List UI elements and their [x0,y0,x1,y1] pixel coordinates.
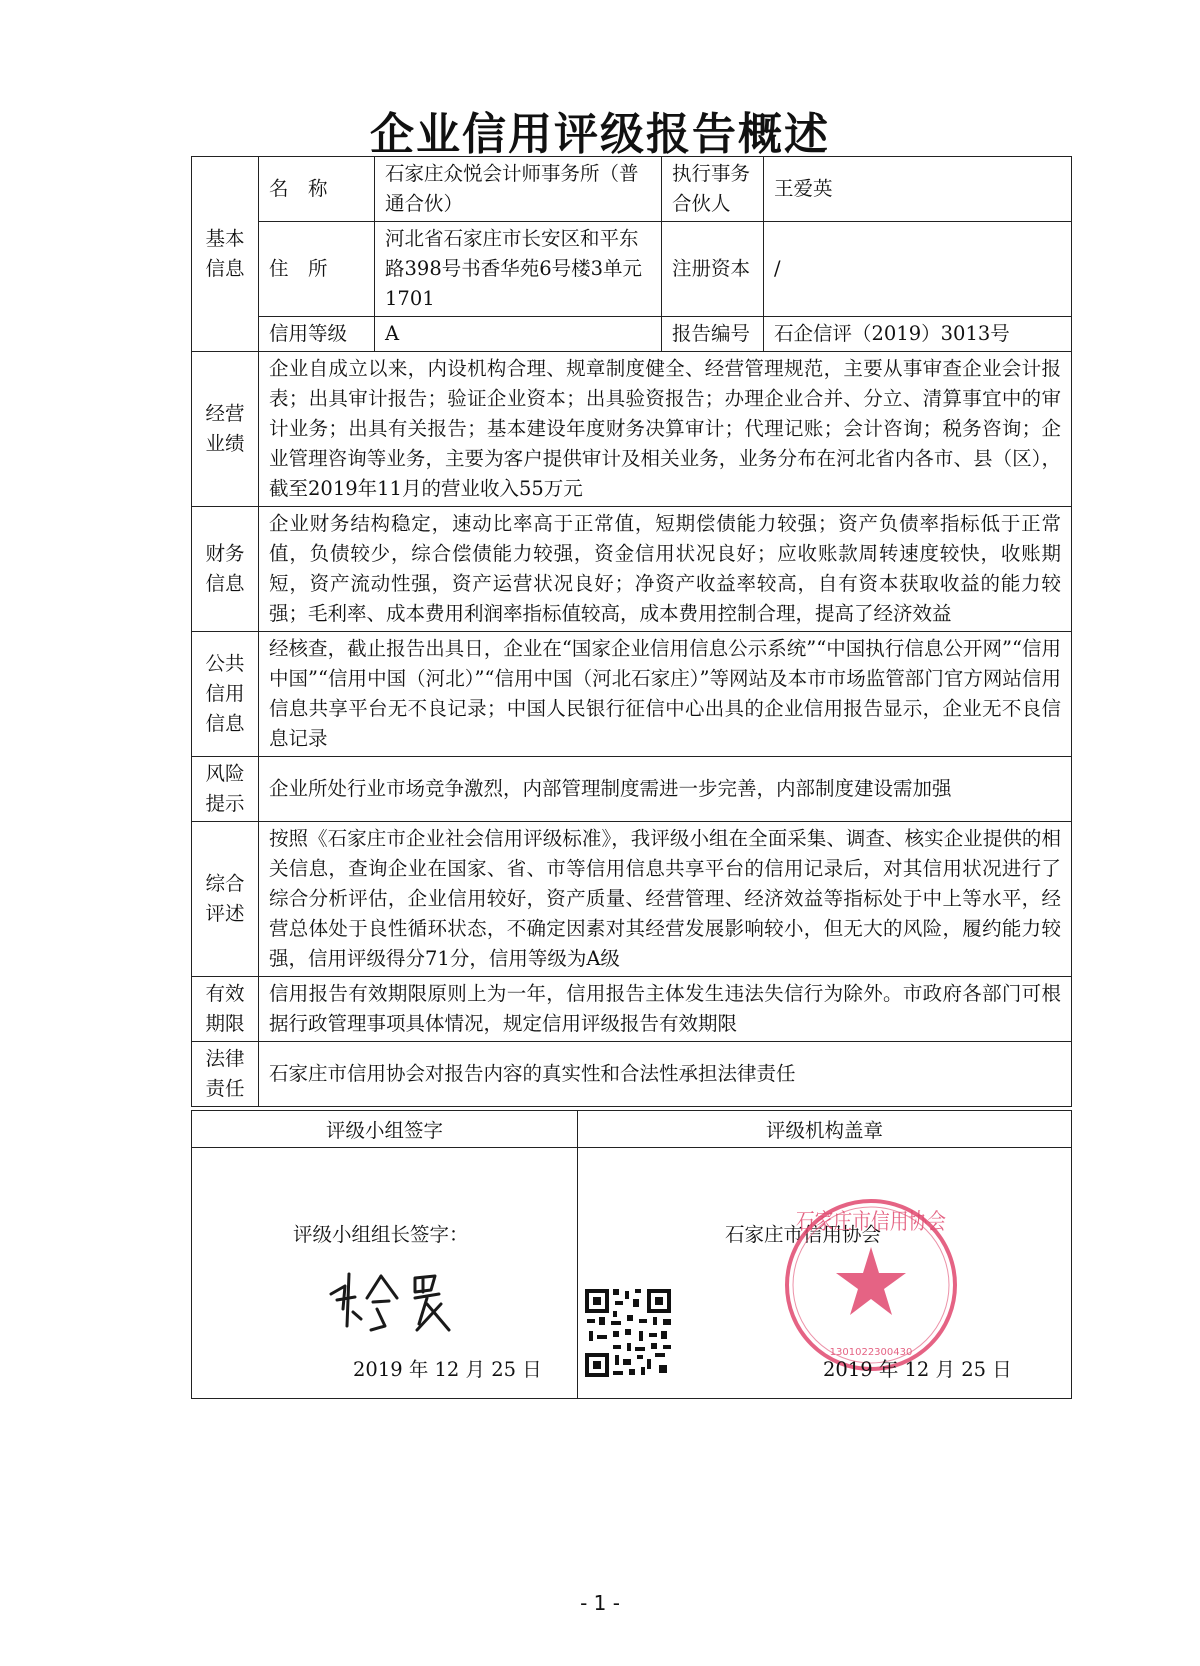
page-title: 企业信用评级报告概述 [370,109,830,160]
qr-code [583,1287,673,1379]
page-number: - 1 - [580,1591,620,1615]
section-label-basic: 基本信息 [192,157,259,352]
section-text-business: 企业自成立以来，内设机构合理、规章制度健全、经营管理规范，主要从事审查企业会计报表；出具审计报告；验证企业资本；出具验资报告；办理企业合并、分立、清算事宜中的审计业务；出具有关报告；基本建设年度财务决算审计；代理记账；会计咨询；税务咨询；企业管理咨询等业务，主要为客户提供审计及相关业务，业务分布在河北省内各市、县（区），截至2019年11月的营业收入55万元 [259,352,1072,507]
section-label-risk: 风险提示 [192,757,259,822]
section-label-business: 经营业绩 [192,352,259,507]
leader-sign-label: 评级小组组长签字： [293,1223,469,1246]
section-label-public-credit: 公共信用信息 [192,632,259,757]
report-no-label: 报告编号 [662,317,764,352]
seal-text: 石家庄市信用协会 [796,1210,946,1235]
signature-table [191,1110,1072,1399]
partner-value: 王爱英 [764,157,1072,222]
seal-number: 1301022300430 [829,1347,913,1358]
section-label-finance: 财务信息 [192,507,259,632]
address-value: 河北省石家庄市长安区和平东路398号书香华苑6号楼3单元1701 [375,222,662,317]
sign-header-team: 评级小组签字 [192,1111,578,1148]
section-label-validity: 有效期限 [192,977,259,1042]
report-table [191,156,1072,1107]
partner-label: 执行事务合伙人 [662,157,764,222]
section-text-finance: 企业财务结构稳定，速动比率高于正常值，短期偿债能力较强；资产负债率指标低于正常值，负债较少，综合偿债能力较强，资金信用状况良好；应收账款周转速度较快，收账期短，资产流动性强，资产运营状况良好；净资产收益率较高，自有资本获取收益的能力较强；毛利率、成本费用利润率指标值较高，成本费用控制合理，提高了经济效益 [259,507,1072,632]
team-sign-cell [192,1148,578,1399]
handwritten-signature [323,1264,473,1344]
section-text-public-credit: 经核查，截止报告出具日，企业在“国家企业信用信息公示系统”“中国执行信息公开网”“信用中国”“信用中国（河北）”“信用中国（河北石家庄）”等网站及本市市场监管部门官方网站信用信息共享平台无不良记录；中国人民银行征信中心出具的企业信用报告显示，企业无不良信息记录 [259,632,1072,757]
company-name: 石家庄众悦会计师事务所（普通合伙） [375,157,662,222]
grade-label: 信用等级 [259,317,375,352]
capital-value: / [764,222,1072,317]
report-no-value: 石企信评（2019）3013号 [764,317,1072,352]
section-label-legal: 法律责任 [192,1042,259,1107]
section-label-summary: 综合评述 [192,822,259,977]
capital-label: 注册资本 [662,222,764,317]
section-text-validity: 信用报告有效期限原则上为一年，信用报告主体发生违法失信行为除外。市政府各部门可根据行政管理事项具体情况，规定信用评级报告有效期限 [259,977,1072,1042]
grade-value: A [375,317,662,352]
date-right: 2019 年 12 月 25 日 [823,1358,1012,1381]
org-name: 石家庄市信用协会 [725,1223,882,1246]
name-label: 名 称 [259,157,375,222]
section-text-legal: 石家庄市信用协会对报告内容的真实性和合法性承担法律责任 [259,1042,1072,1107]
section-text-summary: 按照《石家庄市企业社会信用评级标准》，我评级小组在全面采集、调查、核实企业提供的相关信息，查询企业在国家、省、市等信用信息共享平台的信用记录后，对其信用状况进行了综合分析评估，企业信用较好，资产质量、经营管理、经济效益等指标处于中上等水平，经营总体处于良性循环状态，不确定因素对其经营发展影响较小，但无大的风险，履约能力较强，信用评级得分71分，信用等级为A级 [259,822,1072,977]
section-text-risk: 企业所处行业市场竞争激烈，内部管理制度需进一步完善，内部制度建设需加强 [259,757,1072,822]
org-seal-cell [578,1148,1072,1399]
address-label: 住 所 [259,222,375,317]
date-left: 2019 年 12 月 25 日 [353,1358,542,1381]
sign-header-org: 评级机构盖章 [578,1111,1072,1148]
official-seal [781,1195,961,1375]
